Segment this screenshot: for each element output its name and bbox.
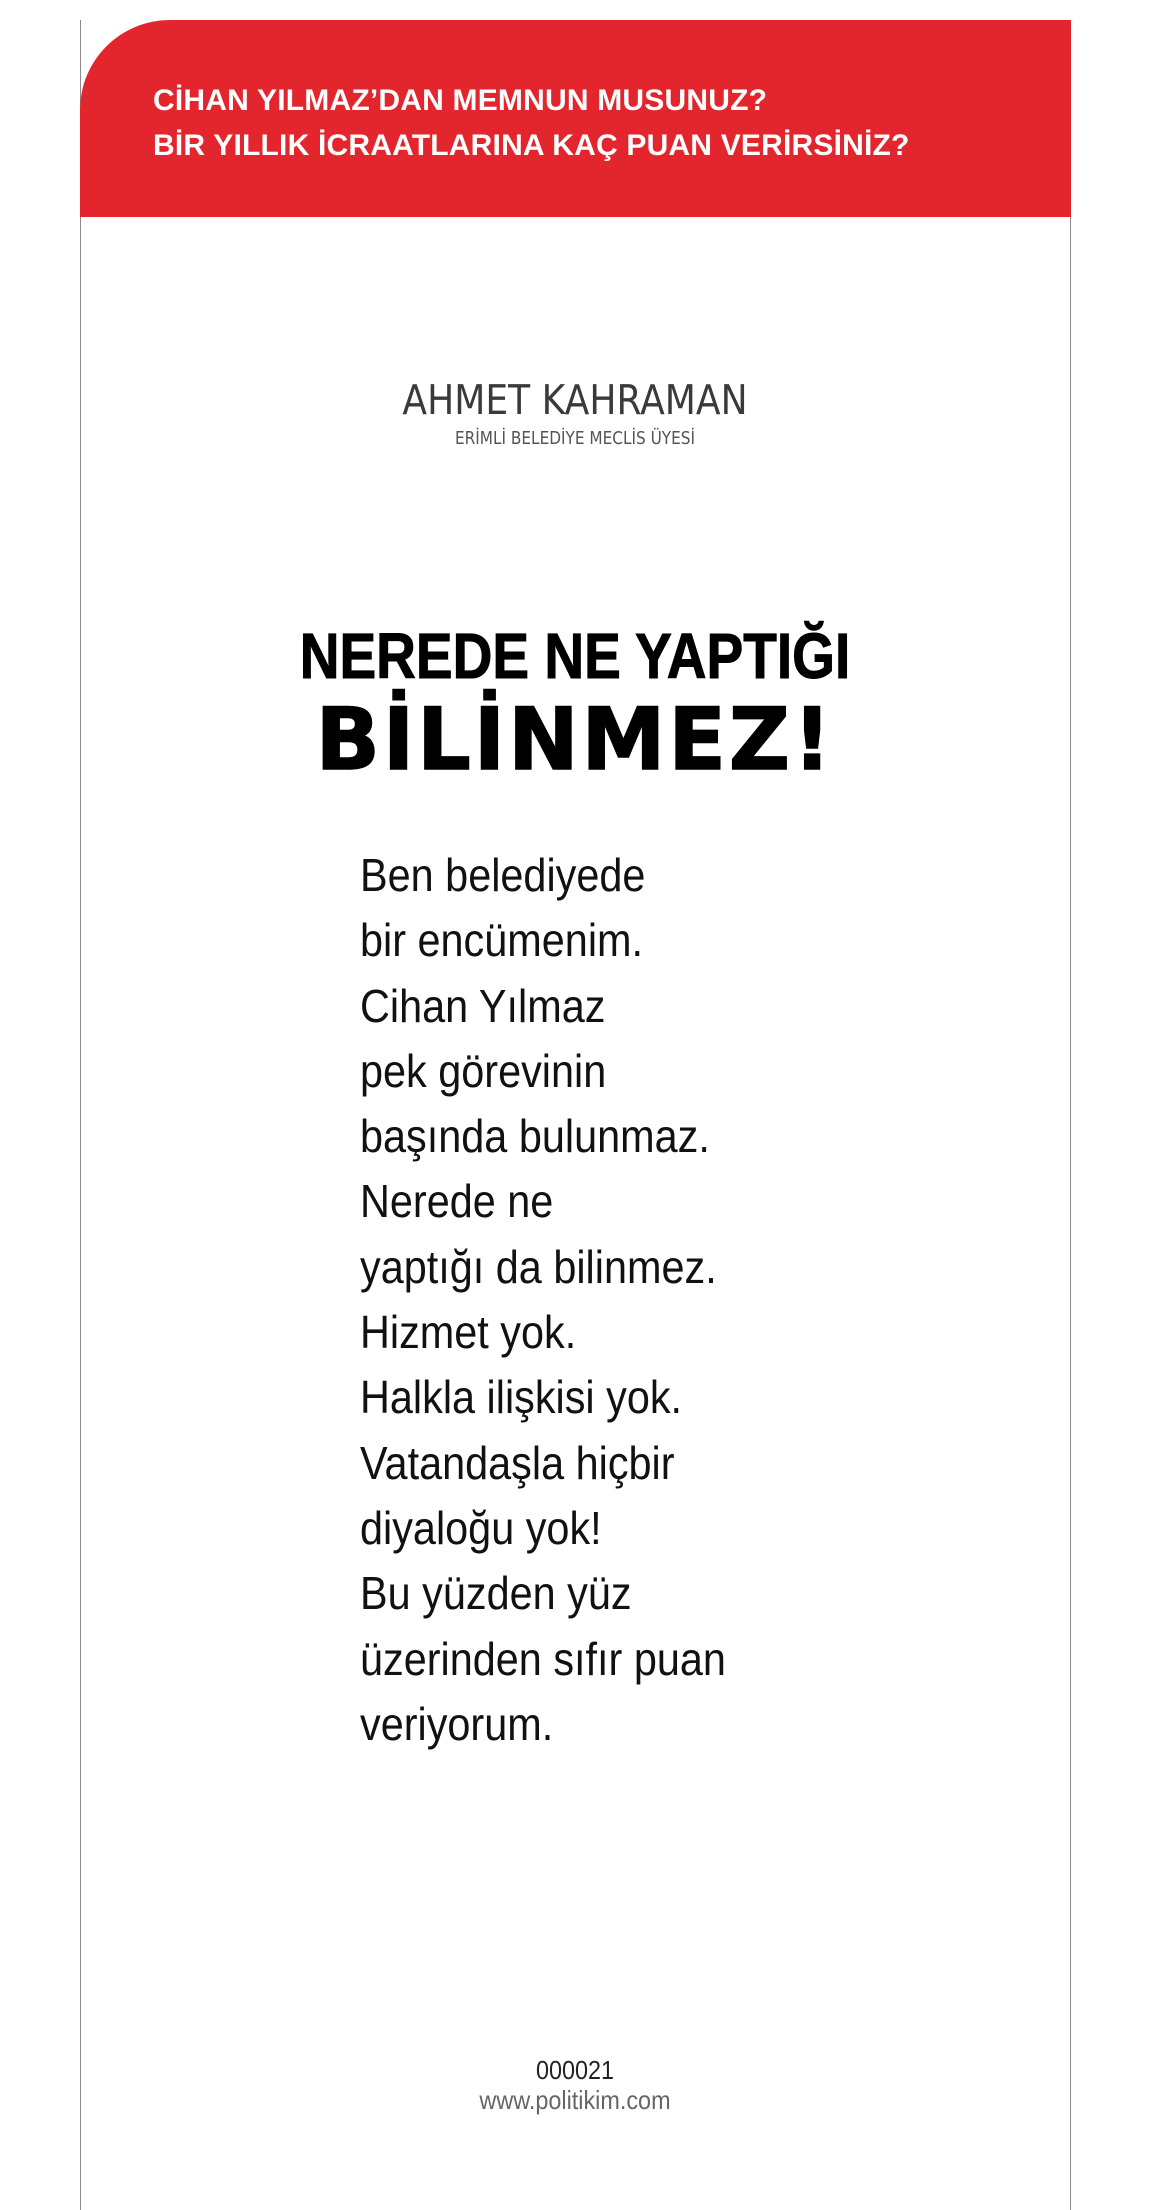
statement-line: veriyorum. bbox=[360, 1697, 554, 1750]
statement-line: Cihan Yılmaz bbox=[360, 979, 606, 1032]
statement-line: yaptığı da bilinmez. bbox=[360, 1240, 717, 1293]
banner-question-line-1: CİHAN YILMAZ’DAN MEMNUN MUSUNUZ? bbox=[153, 84, 768, 117]
statement-line: üzerinden sıfır puan bbox=[360, 1632, 726, 1685]
statement-line: Hizmet yok. bbox=[360, 1306, 577, 1359]
headline-line-2: BİLİNMEZ! bbox=[315, 690, 835, 790]
headline bbox=[0, 620, 1150, 788]
statement-text bbox=[360, 843, 920, 1757]
statement-line: pek görevinin bbox=[360, 1044, 607, 1097]
statement-line: Ben belediyede bbox=[360, 849, 646, 901]
article-code: 000021 bbox=[535, 2055, 615, 2085]
statement-line: Bu yüzden yüz bbox=[360, 1567, 632, 1620]
question-banner bbox=[80, 20, 1071, 217]
banner-question-line-2: BİR YILLIK İCRAATLARINA KAÇ PUAN VERİRSİNİZ? bbox=[153, 129, 910, 162]
headline-line-1: NEREDE NE YAPTIĞI bbox=[299, 620, 851, 692]
statement-line: başında bulunmaz. bbox=[360, 1110, 710, 1163]
statement-line: diyaloğu yok! bbox=[360, 1501, 602, 1554]
statement-line: Vatandaşla hiçbir bbox=[360, 1436, 675, 1489]
author-title: ERİMLİ BELEDİYE MECLİS ÜYESİ bbox=[454, 428, 696, 449]
statement-line: Nerede ne bbox=[360, 1175, 554, 1228]
footer bbox=[0, 2055, 1150, 2115]
statement-line: bir encümenim. bbox=[360, 914, 644, 967]
website-url: www.politikim.com bbox=[479, 2085, 671, 2115]
statement-line: Halkla ilişkisi yok. bbox=[360, 1371, 683, 1424]
author-block bbox=[0, 375, 1150, 451]
author-name: AHMET KAHRAMAN bbox=[402, 376, 748, 424]
